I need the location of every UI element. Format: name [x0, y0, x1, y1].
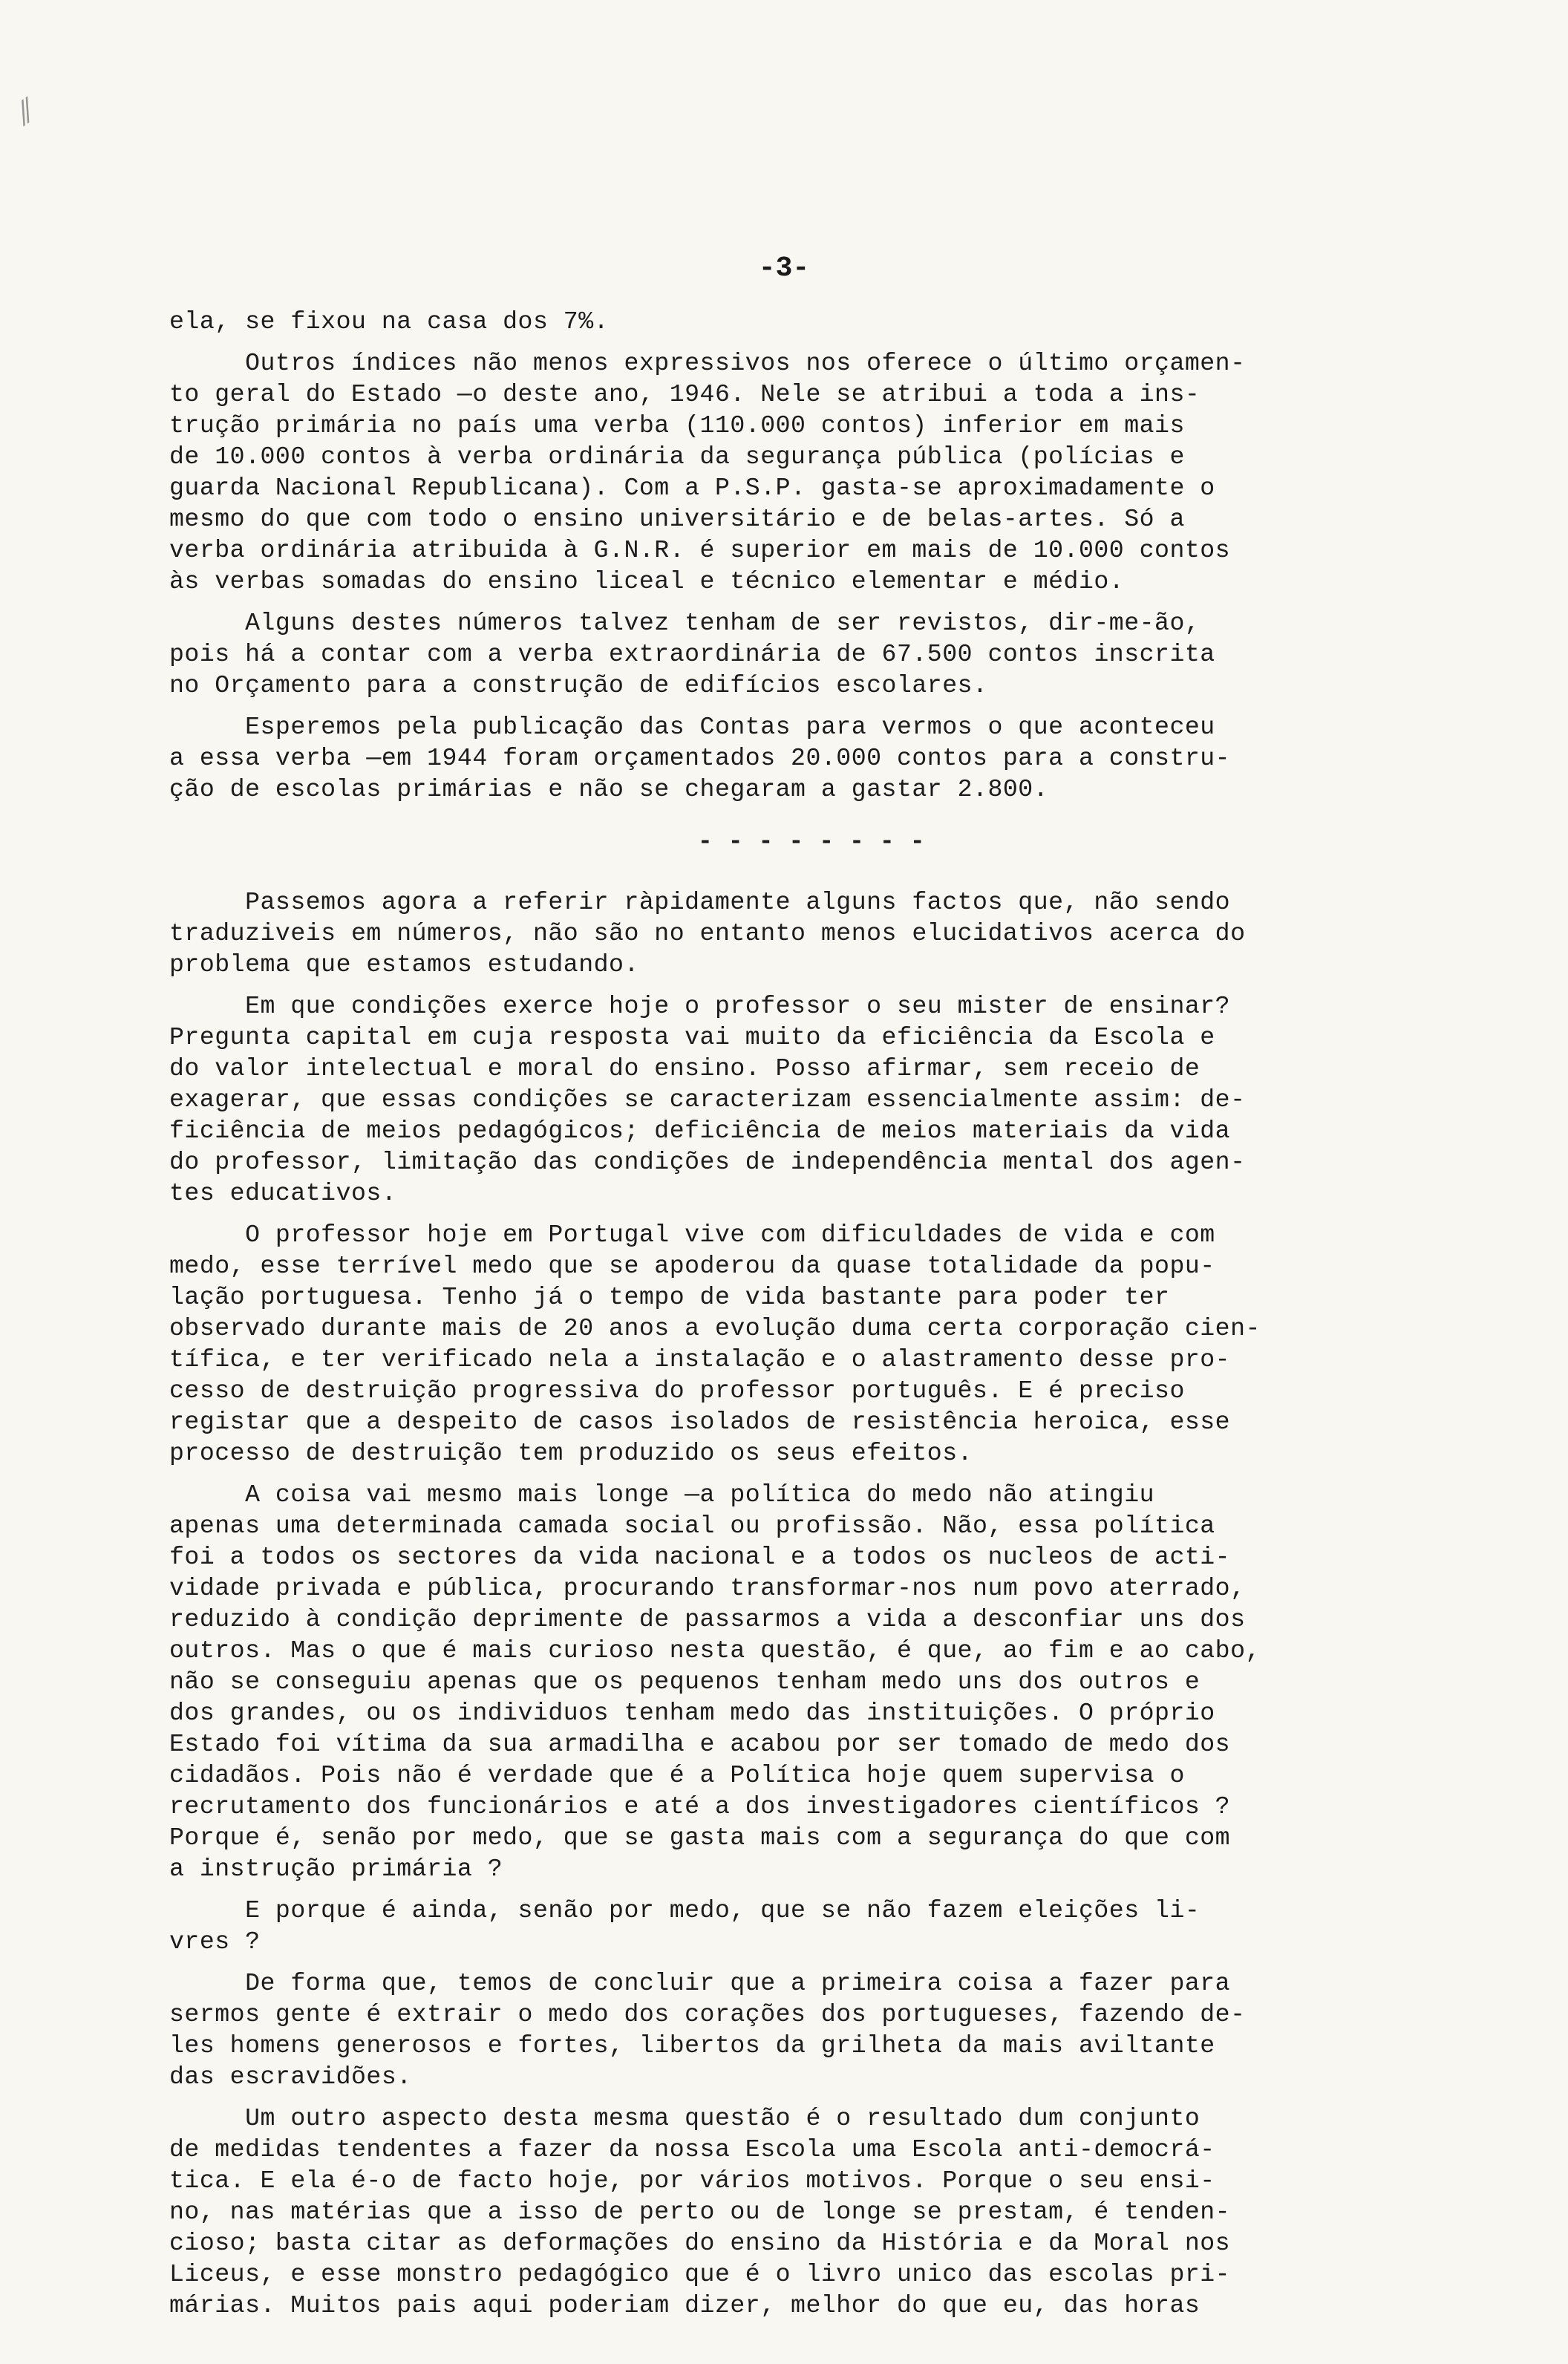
paragraph-gap	[169, 1209, 1454, 1219]
paragraph	[169, 347, 1454, 597]
text-line: Um outro aspecto desta mesma questão é o resultado dum conjunto	[169, 2104, 1200, 2132]
text-line: de 10.000 contos à verba ordinária da segurança pública (polícias e	[169, 443, 1185, 471]
text-line: vidade privada e pública, procurando transformar-nos num povo aterrado,	[169, 1574, 1246, 1602]
text-line: cesso de destruição progressiva do professor português. E é preciso	[169, 1377, 1185, 1405]
text-line: outros. Mas o que é mais curioso nesta questão, é que, ao fim e ao cabo,	[169, 1636, 1261, 1665]
text-line: registar que a despeito de casos isolados de resistência heroica, esse	[169, 1408, 1231, 1436]
separator-gap	[169, 857, 1454, 886]
text-line: ela, se fixou na casa dos 7%.	[169, 307, 610, 336]
text-line: no Orçamento para a construção de edifícios escolares.	[169, 671, 988, 699]
paragraph-gap	[169, 1957, 1454, 1968]
text-line: a essa verba —em 1944 foram orçamentados 20.000 contos para a constru-	[169, 744, 1231, 772]
text-line: márias. Muitos pais aqui poderiam dizer, melhor do que eu, das horas	[169, 2291, 1200, 2319]
text-line: reduzido à condição deprimente de passarmos a vida a desconfiar uns dos	[169, 1605, 1246, 1633]
text-line: Alguns destes números talvez tenham de ser revistos, dir-me-ão,	[169, 609, 1200, 637]
section-separator: - - - - - - - -	[697, 827, 926, 855]
text-line: mesmo do que com todo o ensino universitário e de belas-artes. Só a	[169, 505, 1185, 533]
text-line: guarda Nacional Republicana). Com a P.S.P. gasta-se aproximadamente o	[169, 474, 1215, 502]
text-line: A coisa vai mesmo mais longe —a política do medo não atingiu	[169, 1480, 1155, 1509]
text-line: Pregunta capital em cuja resposta vai muito da eficiência da Escola e	[169, 1023, 1215, 1051]
text-line: tica. E ela é-o de facto hoje, por vários motivos. Porque o seu ensi-	[169, 2167, 1215, 2195]
paragraph	[169, 607, 1454, 701]
text-line: traduziveis em números, não são no entanto menos elucidativos acerca do	[169, 919, 1246, 947]
paragraph	[169, 1479, 1454, 1884]
text-line: problema que estamos estudando.	[169, 950, 639, 979]
paragraph-gap	[169, 1469, 1454, 1479]
text-line: les homens generosos e fortes, libertos da grilheta da mais aviltante	[169, 2031, 1215, 2060]
text-line: lação portuguesa. Tenho já o tempo de vida bastante para poder ter	[169, 1283, 1170, 1311]
text-line: sermos gente é extrair o medo dos corações dos portugueses, fazendo de-	[169, 2000, 1246, 2028]
text-line: não se conseguiu apenas que os pequenos tenham medo uns dos outros e	[169, 1668, 1200, 1696]
text-line: a instrução primária ?	[169, 1855, 503, 1883]
text-line: ção de escolas primárias e não se chegaram a gastar 2.800.	[169, 775, 1049, 803]
paragraph	[169, 1895, 1454, 1957]
text-line: de medidas tendentes a fazer da nossa Escola uma Escola anti-democrá-	[169, 2135, 1215, 2164]
text-line: De forma que, temos de concluir que a primeira coisa a fazer para	[169, 1969, 1231, 1997]
corner-pencil-mark: ⁄⁄	[12, 95, 40, 129]
paragraph	[169, 1219, 1454, 1469]
paragraph-gap	[169, 701, 1454, 711]
text-line: às verbas somadas do ensino liceal e técnico elementar e médio.	[169, 567, 1125, 595]
text-line: to geral do Estado —o deste ano, 1946. Nele se atribui a toda a ins-	[169, 380, 1200, 408]
text-line: ficiência de meios pedagógicos; deficiência de meios materiais da vida	[169, 1117, 1231, 1145]
paragraph-gap	[169, 2092, 1454, 2103]
text-line: no, nas matérias que a isso de perto ou de longe se prestam, é tenden-	[169, 2198, 1231, 2226]
text-line: recrutamento dos funcionários e até a dos investigadores científicos ?	[169, 1792, 1231, 1821]
text-line: observado durante mais de 20 anos a evolução duma certa corporação cien-	[169, 1314, 1261, 1342]
paragraph	[169, 711, 1454, 805]
text-line: O professor hoje em Portugal vive com dificuldades de vida e com	[169, 1221, 1215, 1249]
text-line: Em que condições exerce hoje o professor o seu mister de ensinar?	[169, 992, 1231, 1020]
paragraph-gap	[169, 337, 1454, 347]
text-line: do professor, limitação das condições de independência mental dos agen-	[169, 1148, 1246, 1176]
text-line: Liceus, e esse monstro pedagógico que é o livro unico das escolas pri-	[169, 2260, 1231, 2288]
text-line: tes educativos.	[169, 1179, 397, 1207]
paragraph	[169, 2103, 1454, 2321]
text-line: exagerar, que essas condições se caracterizam essencialmente assim: de-	[169, 1085, 1246, 1114]
text-line: verba ordinária atribuida à G.N.R. é superior em mais de 10.000 contos	[169, 536, 1231, 564]
text-line: tífica, e ter verificado nela a instalação e o alastramento desse pro-	[169, 1345, 1231, 1374]
paragraph-gap	[169, 1884, 1454, 1895]
text-line: cidadãos. Pois não é verdade que é a Política hoje quem supervisa o	[169, 1761, 1185, 1789]
text-line: cioso; basta citar as deformações do ensino da História e da Moral nos	[169, 2229, 1231, 2257]
paragraph	[169, 886, 1454, 980]
text-line: pois há a contar com a verba extraordinária de 67.500 contos inscrita	[169, 640, 1215, 668]
text-line: apenas uma determinada camada social ou profissão. Não, essa política	[169, 1512, 1215, 1540]
text-line: foi a todos os sectores da vida nacional e a todos os nucleos de acti-	[169, 1543, 1231, 1571]
paragraph	[169, 1968, 1454, 2092]
text-line: Porque é, senão por medo, que se gasta mais com a segurança do que com	[169, 1823, 1231, 1852]
text-line: Outros índices não menos expressivos nos oferece o último orçamen-	[169, 349, 1246, 377]
text-line: Estado foi vítima da sua armadilha e acabou por ser tomado de medo dos	[169, 1730, 1231, 1758]
document-body	[169, 306, 1454, 2321]
text-line: vres ?	[169, 1927, 261, 1956]
text-line: trução primária no país uma verba (110.000 contos) inferior em mais	[169, 411, 1185, 440]
paragraph	[169, 990, 1454, 1209]
page-number: -3-	[758, 252, 810, 284]
text-line: das escravidões.	[169, 2063, 412, 2091]
text-line: medo, esse terrível medo que se apoderou da quase totalidade da popu-	[169, 1252, 1215, 1280]
text-line: do valor intelectual e moral do ensino. Posso afirmar, sem receio de	[169, 1054, 1200, 1083]
paragraph-gap	[169, 597, 1454, 607]
text-line: Esperemos pela publicação das Contas para vermos o que aconteceu	[169, 713, 1215, 741]
text-line: E porque é ainda, senão por medo, que se não fazem eleições li-	[169, 1896, 1200, 1924]
text-line: dos grandes, ou os individuos tenham medo das instituições. O próprio	[169, 1699, 1215, 1727]
text-line: Passemos agora a referir ràpidamente alguns factos que, não sendo	[169, 888, 1231, 916]
paragraph	[169, 306, 1454, 337]
text-line: processo de destruição tem produzido os seus efeitos.	[169, 1439, 973, 1467]
paragraph-gap	[169, 980, 1454, 990]
separator-gap	[169, 805, 1454, 821]
